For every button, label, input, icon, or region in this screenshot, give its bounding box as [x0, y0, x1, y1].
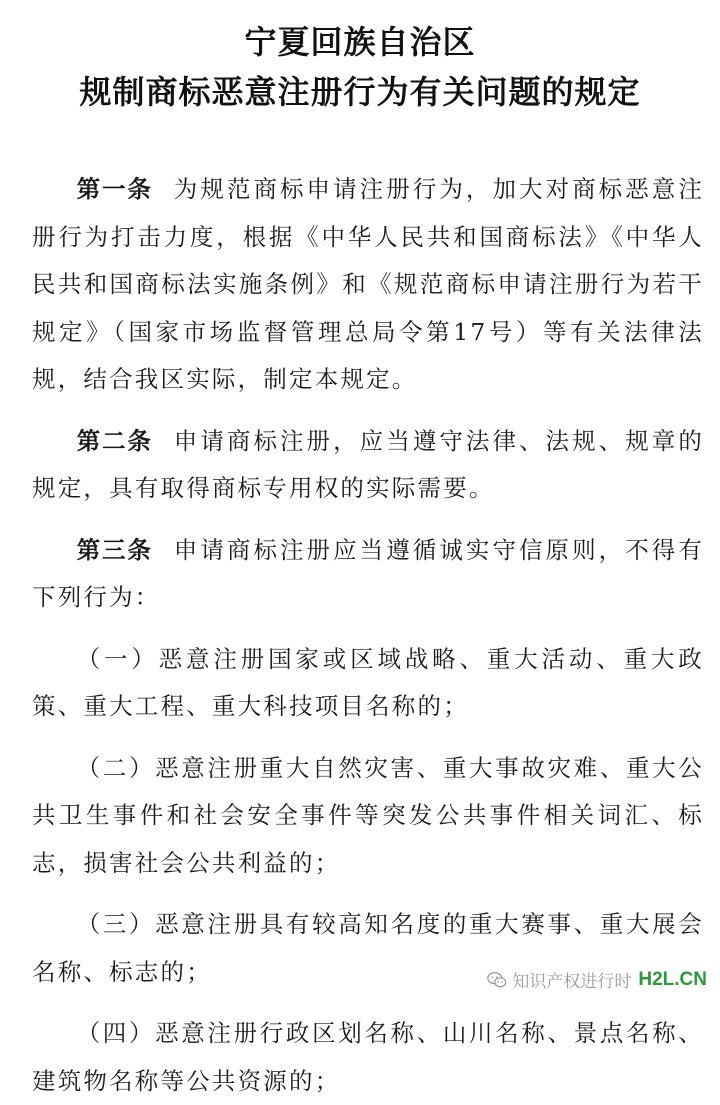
document-body	[32, 166, 704, 1105]
article-1-text: 为规范商标申请注册行为，加大对商标恶意注册行为打击力度，根据《中华人民共和国商标法》《中华人民共和国商标法实施条例》和《规范商标申请注册行为若干规定》（国家市场监督管理总局令第17号）等有关法律法规，结合我区实际，制定本规定。	[32, 175, 705, 393]
watermark-brand: H2L.CN	[635, 969, 710, 991]
list-item-2: （二）恶意注册重大自然灾害、重大事故灾难、重大公共卫生事件和社会安全事件等突发公共事件相关词汇、标志，损害社会公共利益的；	[32, 753, 704, 877]
article-1	[32, 166, 704, 404]
list-item-1: （一）恶意注册国家或区域战略、重大活动、重大政策、重大工程、重大科技项目名称的；	[32, 644, 704, 720]
list-item-3: （三）恶意注册具有较高知名度的重大赛事、重大展会名称、标志的；	[32, 910, 704, 986]
article-2	[32, 418, 704, 513]
wechat-icon	[486, 969, 508, 991]
document-title-line2: 规制商标恶意注册行为有关问题的规定	[79, 73, 641, 111]
article-2-label: 第二条	[76, 426, 153, 455]
article-1-label: 第一条	[76, 175, 153, 203]
article-3	[32, 527, 704, 622]
watermark	[486, 967, 710, 992]
document-title-line1: 宁夏回族自治区	[244, 23, 476, 61]
article-3-text: 申请商标注册应当遵循诚实守信原则，不得有下列行为：	[32, 535, 705, 611]
watermark-text: 知识产权进行时	[512, 972, 632, 992]
list-item-4: （四）恶意注册行政区划名称、山川名称、景点名称、建筑物名称等公共资源的；	[32, 1019, 704, 1095]
article-2-text: 申请商标注册，应当遵守法律、法规、规章的规定，具有取得商标专用权的实际需要。	[32, 426, 705, 502]
article-3-label: 第三条	[76, 535, 153, 564]
